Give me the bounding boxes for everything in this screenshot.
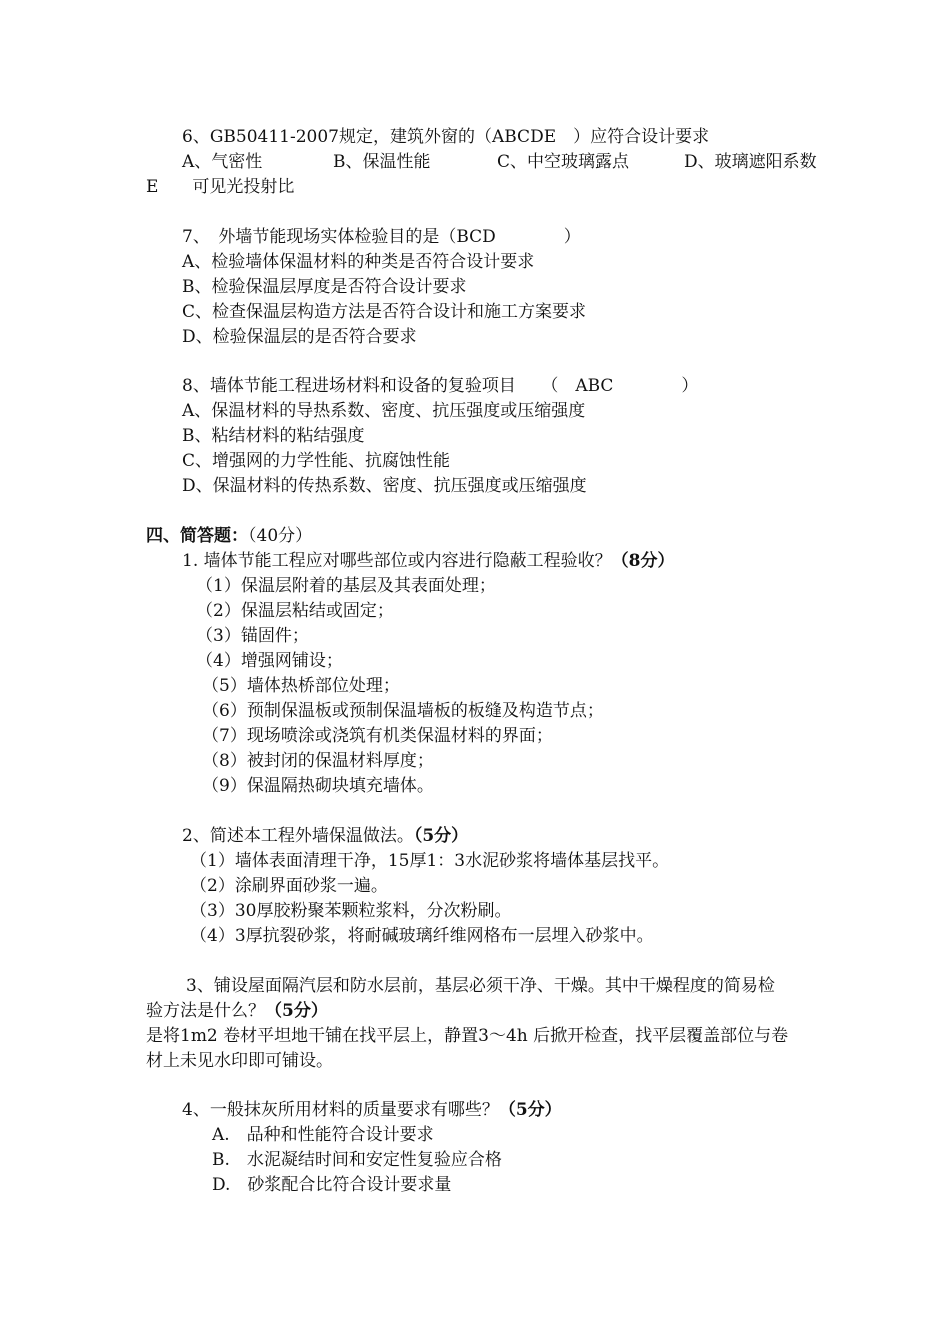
q6-option-d: D、玻璃遮阳系数 — [684, 152, 817, 172]
q6-option-e: E 可见光投射比 — [146, 177, 295, 197]
s4-stem — [182, 1098, 562, 1122]
q6-option-a: A、气密性 — [182, 152, 263, 172]
s3-question: 验方法是什么？ — [146, 1001, 265, 1021]
q6-stem: 6、GB50411-2007规定，建筑外窗的（ABCDE ）应符合设计要求 — [182, 127, 710, 147]
s2-score: （5分） — [413, 826, 469, 846]
s3-score: （5分） — [265, 1001, 328, 1021]
s1-item: （5）墙体热桥部位处理； — [202, 676, 400, 696]
s1-item: （6）预制保温板或预制保温墙板的板缝及构造节点； — [202, 701, 604, 721]
s3-answer-line2: 材上未见水印即可铺设。 — [146, 1051, 333, 1071]
q6-option-b: B、保温性能 — [333, 152, 431, 172]
s1-item: （7）现场喷涂或浇筑有机类保温材料的界面； — [202, 726, 553, 746]
s3-answer-line1: 是将1m2 卷材平坦地干铺在找平层上，静置3～4h 后掀开检查，找平层覆盖部位与卷 — [146, 1026, 789, 1046]
s1-item: （2）保温层粘结或固定； — [196, 601, 394, 621]
q8-option: B、粘结材料的粘结强度 — [182, 426, 365, 446]
q7-option: B、检验保温层厚度是否符合设计要求 — [182, 277, 467, 297]
s4-item: D. 砂浆配合比符合设计要求量 — [212, 1175, 452, 1195]
s1-stem — [182, 549, 674, 573]
s4-item: A. 品种和性能符合设计要求 — [212, 1125, 434, 1145]
s2-item: （3）30厚胶粉聚苯颗粒浆料，分次粉刷。 — [190, 901, 512, 921]
s4-item: B. 水泥凝结时间和安定性复验应合格 — [212, 1150, 502, 1170]
s2-stem — [182, 824, 468, 848]
q7-option: A、检验墙体保温材料的种类是否符合设计要求 — [182, 252, 535, 272]
s3-stem-line2 — [146, 999, 328, 1023]
q7-stem: 7、 外墙节能现场实体检验目的是（BCD ） — [182, 227, 581, 247]
q8-option: D、保温材料的传热系数、密度、抗压强度或压缩强度 — [182, 476, 587, 496]
section-heading — [146, 524, 312, 548]
s4-score: （5分） — [498, 1100, 562, 1120]
s2-question: 2、简述本工程外墙保温做法。 — [182, 826, 414, 846]
s2-item: （2）涂刷界面砂浆一遍。 — [190, 876, 388, 896]
section-title: 四、简答题： — [146, 526, 248, 546]
s1-item: （4）增强网铺设； — [196, 651, 343, 671]
s1-item: （8）被封闭的保温材料厚度； — [202, 751, 434, 771]
s1-item: （3）锚固件； — [196, 626, 309, 646]
q8-stem: 8、墙体节能工程进场材料和设备的复验项目 （ ABC ） — [182, 376, 699, 396]
s1-score: （8分） — [611, 551, 675, 571]
q8-option: C、增强网的力学性能、抗腐蚀性能 — [182, 451, 451, 471]
s3-stem-line1: 3、铺设屋面隔汽层和防水层前，基层必须干净、干燥。其中干燥程度的简易检 — [186, 976, 775, 996]
q7-option: D、检验保温层的是否符合要求 — [182, 327, 417, 347]
q8-option: A、保温材料的导热系数、密度、抗压强度或压缩强度 — [182, 401, 586, 421]
s2-item: （1）墙体表面清理干净，15厚1：3水泥砂浆将墙体基层找平。 — [190, 851, 670, 871]
s1-question: 1. 墙体节能工程应对哪些部位或内容进行隐蔽工程验收？ — [182, 551, 612, 571]
q7-option: C、检查保温层构造方法是否符合设计和施工方案要求 — [182, 302, 587, 322]
s2-item: （4）3厚抗裂砂浆，将耐碱玻璃纤维网格布一层埋入砂浆中。 — [190, 926, 654, 946]
section-score: （40分） — [248, 526, 313, 546]
q6-option-c: C、中空玻璃露点 — [497, 152, 630, 172]
s4-question: 4、一般抹灰所用材料的质量要求有哪些？ — [182, 1100, 499, 1120]
s1-item: （9）保温隔热砌块填充墙体。 — [202, 776, 434, 796]
s1-item: （1）保温层附着的基层及其表面处理； — [196, 576, 496, 596]
